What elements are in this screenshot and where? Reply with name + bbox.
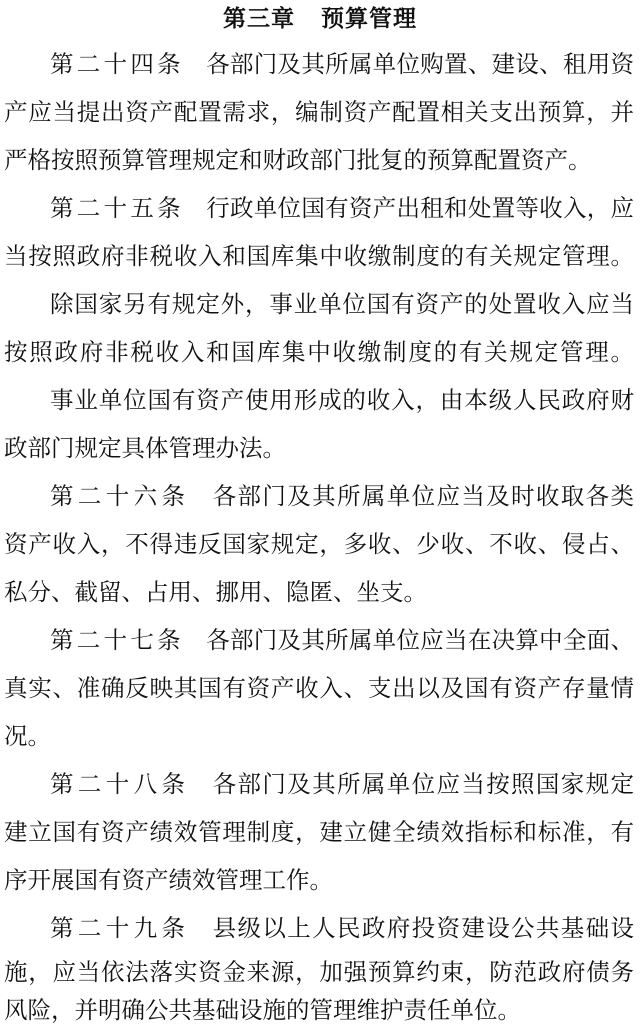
article-25-text-1: 行政单位国有资产出租和处置等收入，应 xyxy=(205,194,635,222)
paragraph-disposal-text-1: 除国家另有规定外，事业单位国有资产的处置收入应当 xyxy=(50,290,634,318)
article-25-line-2 xyxy=(0,236,640,276)
article-28-text-3: 序开展国有资产绩效管理工作。 xyxy=(4,866,333,894)
article-26-text-3: 私分、截留、占用、挪用、隐匿、坐支。 xyxy=(4,578,427,606)
article-27-line-3 xyxy=(0,716,640,756)
article-25-line-1 xyxy=(0,188,640,228)
article-28-line-1 xyxy=(0,764,640,804)
article-29-text-2: 施，应当依法落实资金来源，加强预算约束，防范政府债务 xyxy=(4,958,634,986)
article-26-text-1: 各部门及其所属单位应当及时收取各类 xyxy=(211,482,635,510)
article-29-line-1 xyxy=(0,908,640,948)
article-26-text-2: 资产收入，不得违反国家规定，多收、少收、不收、侵占、 xyxy=(4,530,634,558)
article-28-label: 第二十八条 xyxy=(50,770,190,798)
article-28-line-3 xyxy=(0,860,640,900)
chapter-number: 第三章 xyxy=(223,6,295,32)
article-26-line-3 xyxy=(0,572,640,612)
paragraph-disposal-line-1 xyxy=(0,284,640,324)
article-29-label: 第二十九条 xyxy=(50,914,190,942)
article-28-line-2 xyxy=(0,812,640,852)
article-25-text-2: 当按照政府非税收入和国库集中收缴制度的有关规定管理。 xyxy=(4,242,634,270)
article-27-text-1: 各部门及其所属单位应当在决算中全面、 xyxy=(205,626,635,654)
article-24-text-2: 产应当提出资产配置需求，编制资产配置相关支出预算，并 xyxy=(4,98,634,126)
paragraph-disposal-text-2: 按照政府非税收入和国库集中收缴制度的有关规定管理。 xyxy=(4,338,634,366)
article-24-label: 第二十四条 xyxy=(50,50,184,78)
article-29-line-2 xyxy=(0,952,640,992)
article-24-line-3 xyxy=(0,140,640,180)
article-27-label: 第二十七条 xyxy=(50,626,184,654)
paragraph-usage-line-1 xyxy=(0,380,640,420)
paragraph-usage-line-2 xyxy=(0,428,640,468)
article-27-line-2 xyxy=(0,668,640,708)
article-26-line-1 xyxy=(0,476,640,516)
article-29-line-3 xyxy=(0,990,640,1030)
article-28-text-1: 各部门及其所属单位应当按照国家规定 xyxy=(211,770,635,798)
article-29-text-3: 风险，并明确公共基础设施的管理维护责任单位。 xyxy=(4,996,521,1024)
article-27-line-1 xyxy=(0,620,640,660)
article-29-text-1: 县级以上人民政府投资建设公共基础设 xyxy=(211,914,635,942)
article-25-label: 第二十五条 xyxy=(50,194,184,222)
paragraph-disposal-line-2 xyxy=(0,332,640,372)
paragraph-usage-text-1: 事业单位国有资产使用形成的收入，由本级人民政府财 xyxy=(50,386,634,414)
article-24-text-3: 严格按照预算管理规定和财政部门批复的预算配置资产。 xyxy=(4,146,592,174)
article-27-text-2: 真实、准确反映其国有资产收入、支出以及国有资产存量情 xyxy=(4,674,634,702)
article-26-line-2 xyxy=(0,524,640,564)
article-28-text-2: 建立国有资产绩效管理制度，建立健全绩效指标和标准，有 xyxy=(4,818,634,846)
paragraph-usage-text-2: 政部门规定具体管理办法。 xyxy=(4,434,286,462)
article-24-line-1 xyxy=(0,44,640,84)
article-24-text-1: 各部门及其所属单位购置、建设、租用资 xyxy=(205,50,635,78)
chapter-title: 预算管理 xyxy=(321,6,417,32)
chapter-heading xyxy=(0,2,640,36)
article-24-line-2 xyxy=(0,92,640,132)
article-27-text-3: 况。 xyxy=(4,722,51,750)
article-26-label: 第二十六条 xyxy=(50,482,190,510)
